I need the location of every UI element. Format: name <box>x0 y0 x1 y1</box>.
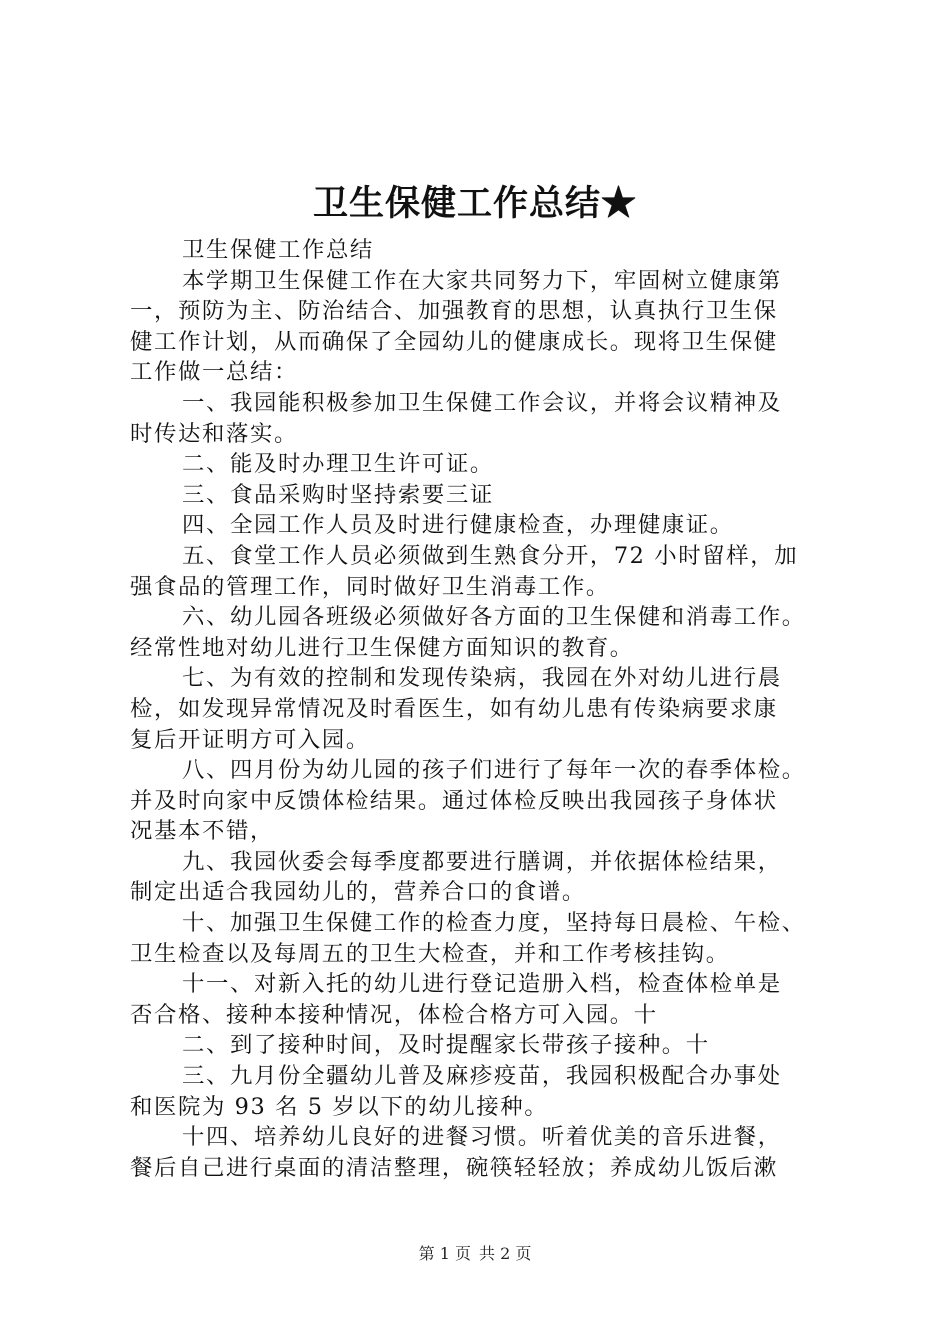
body-line: 工作做一总结： <box>130 359 298 386</box>
document-title: 卫生保健工作总结★ <box>312 183 637 224</box>
body-line: 一，预防为主、防治结合、加强教育的思想，认真执行卫生保 <box>130 298 778 325</box>
body-line: 十、加强卫生保健工作的检查力度，坚持每日晨检、午检、 <box>182 910 806 937</box>
body-line: 检，如发现异常情况及时看医生，如有幼儿患有传染病要求康 <box>130 695 778 722</box>
body-line: 复后开证明方可入园。 <box>130 726 370 753</box>
page-number: 第 1 页 <box>418 1244 471 1263</box>
body-line: 制定出适合我园幼儿的，营养合口的食谱。 <box>130 879 586 906</box>
body-line: 三、食品采购时坚持索要三证 <box>182 481 494 508</box>
body-line: 况基本不错， <box>130 818 274 845</box>
body-line: 强食品的管理工作，同时做好卫生消毒工作。 <box>130 573 610 600</box>
body-line: 三、九月份全疆幼儿普及麻疹疫苗，我园积极配合办事处 <box>182 1063 782 1090</box>
body-line: 九、我园伙委会每季度都要进行膳调，并依据体检结果， <box>182 848 782 875</box>
page-footer <box>0 1243 950 1265</box>
body-line: 和医院为 93 名 5 岁以下的幼儿接种。 <box>130 1093 549 1120</box>
body-line: 经常性地对幼儿进行卫生保健方面知识的教育。 <box>130 634 634 661</box>
body-line: 卫生检查以及每周五的卫生大检查，并和工作考核挂钩。 <box>130 940 730 967</box>
body-line: 七、为有效的控制和发现传染病，我园在外对幼儿进行晨 <box>182 665 782 692</box>
body-line: 二、到了接种时间，及时提醒家长带孩子接种。十 <box>182 1032 710 1059</box>
body-line: 本学期卫生保健工作在大家共同努力下，牢固树立健康第 <box>182 267 782 294</box>
body-line: 一、我园能积极参加卫生保健工作会议，并将会议精神及 <box>182 389 782 416</box>
document-body <box>130 235 830 1183</box>
body-line: 并及时向家中反馈体检结果。通过体检反映出我园孩子身体状 <box>130 787 778 814</box>
body-line: 四、全园工作人员及时进行健康检查，办理健康证。 <box>182 512 734 539</box>
body-line: 十四、培养幼儿良好的进餐习惯。听着优美的音乐进餐， <box>182 1124 782 1151</box>
body-line: 八、四月份为幼儿园的孩子们进行了每年一次的春季体检。 <box>182 757 806 784</box>
body-line: 餐后自己进行桌面的清洁整理，碗筷轻轻放；养成幼儿饭后漱 <box>130 1154 778 1181</box>
body-line: 否合格、接种本接种情况，体检合格方可入园。十 <box>130 1001 658 1028</box>
body-line: 健工作计划，从而确保了全园幼儿的健康成长。现将卫生保健 <box>130 328 778 355</box>
page-total: 共 2 页 <box>479 1244 532 1263</box>
body-line: 五、食堂工作人员必须做到生熟食分开，72 小时留样，加 <box>182 542 799 569</box>
body-line: 十一、对新入托的幼儿进行登记造册入档，检查体检单是 <box>182 971 782 998</box>
body-line: 时传达和落实。 <box>130 420 298 447</box>
body-line: 卫生保健工作总结 <box>182 237 374 263</box>
body-line: 六、幼儿园各班级必须做好各方面的卫生保健和消毒工作。 <box>182 604 806 631</box>
body-line: 二、能及时办理卫生许可证。 <box>182 451 494 478</box>
